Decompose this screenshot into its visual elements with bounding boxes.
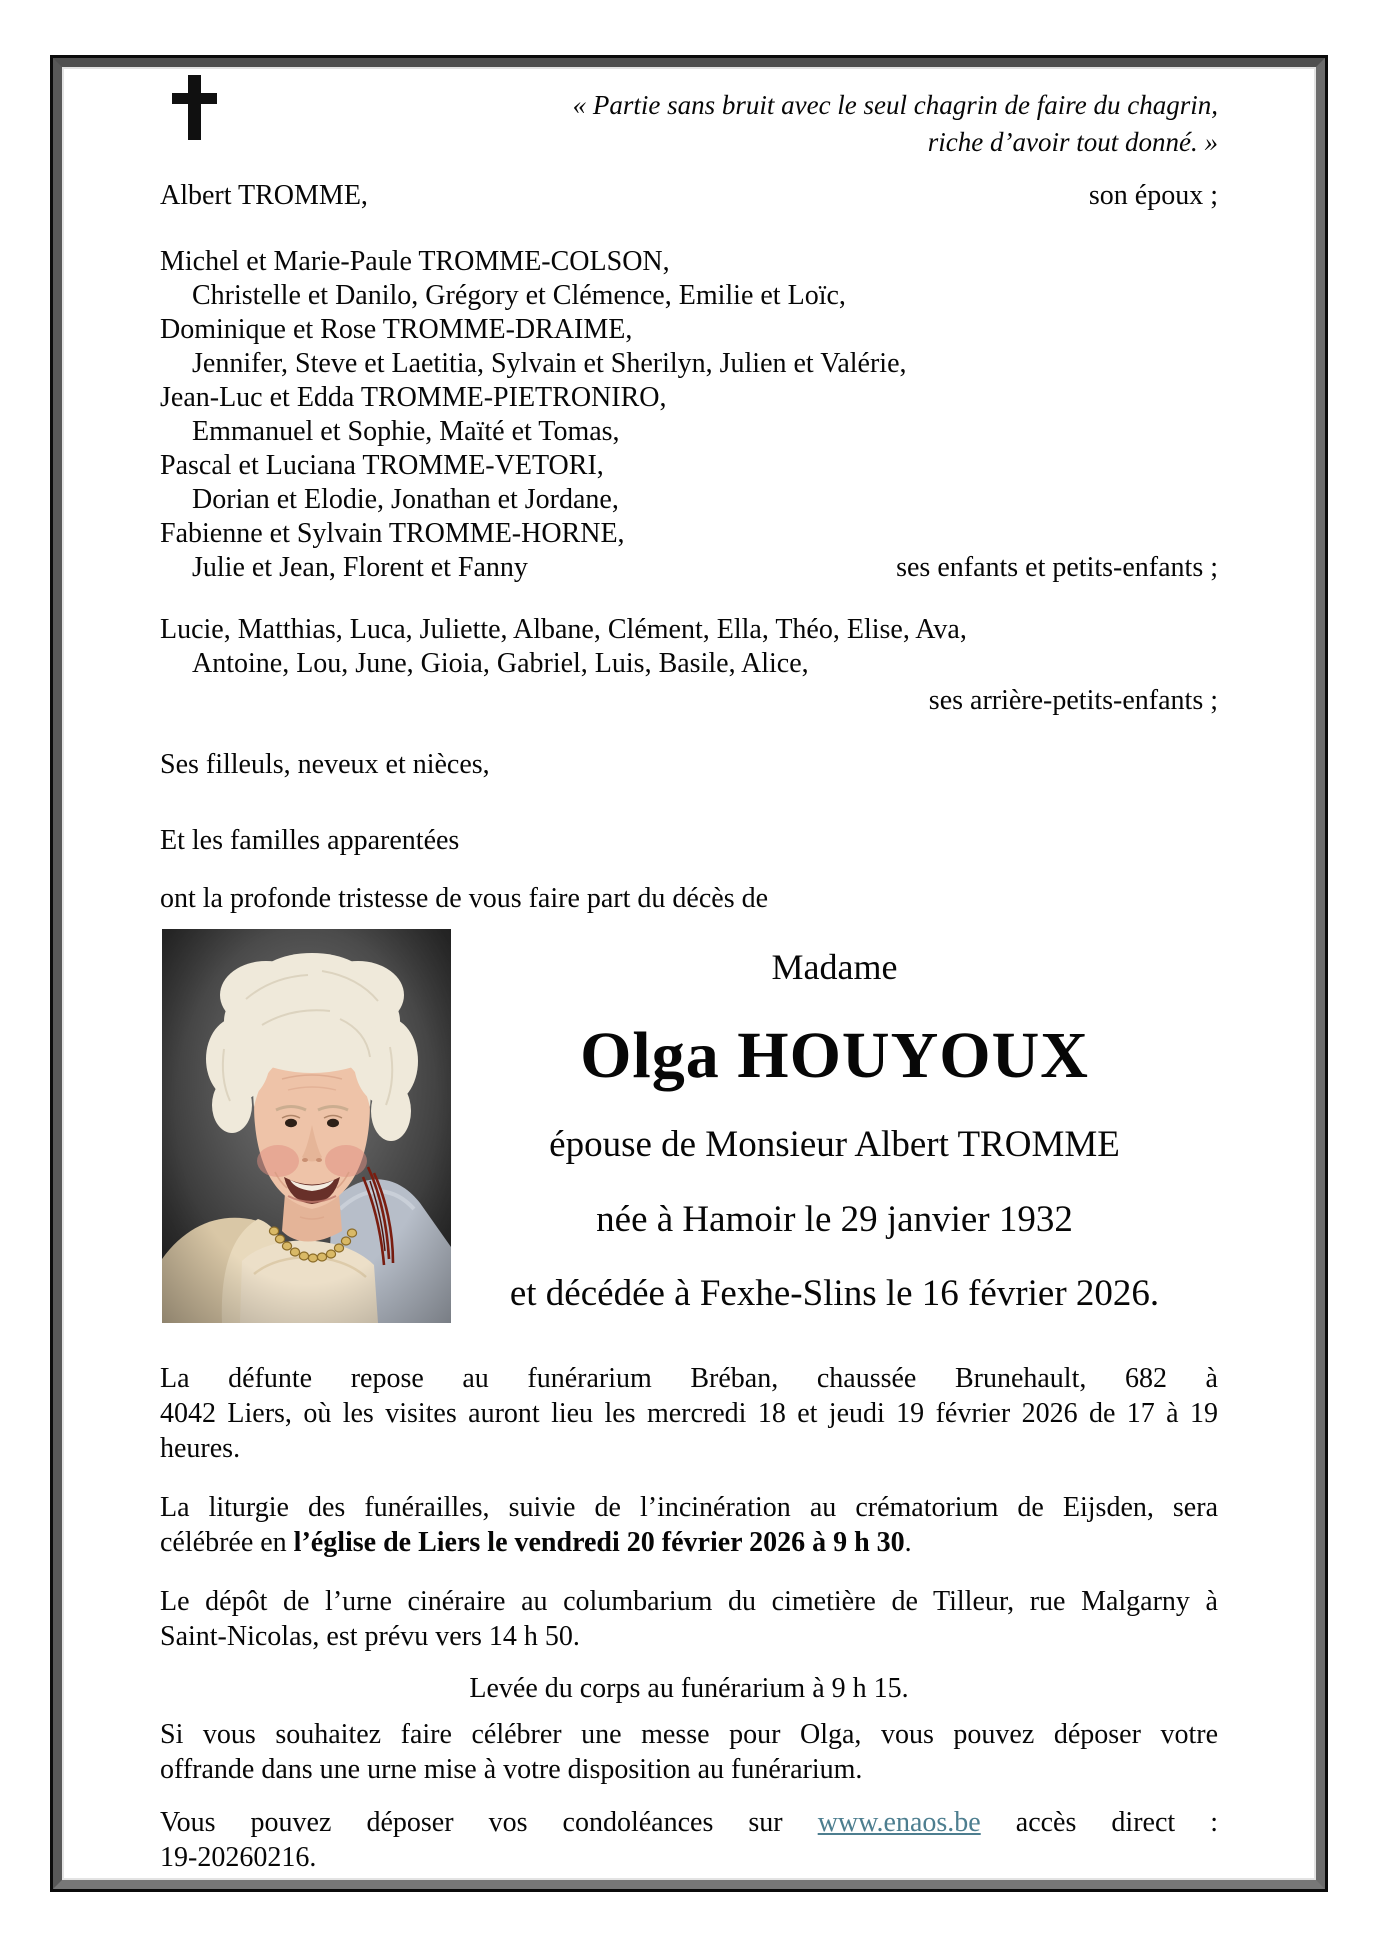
family-names: Antoine, Lou, June, Gioia, Gabriel, Luis, Basile, Alice, bbox=[192, 648, 809, 679]
paragraph-line bbox=[160, 1525, 1218, 1560]
paragraph-messe bbox=[160, 1717, 1218, 1787]
latin-cross-icon bbox=[172, 75, 217, 140]
deceased-details bbox=[451, 929, 1218, 1323]
paragraph-line bbox=[160, 1396, 1218, 1431]
paragraph-line bbox=[160, 1840, 1218, 1875]
family-names: Julie et Jean, Florent et Fanny bbox=[192, 552, 528, 583]
family-name-line bbox=[160, 647, 1218, 681]
paragraph-text: Levée du corps au funérarium à 9 h 15. bbox=[469, 1673, 909, 1704]
family-name-line bbox=[160, 313, 1218, 347]
deceased-photo bbox=[162, 929, 451, 1323]
paragraph-text: Si vous souhaitez faire célébrer une messe pour Olga, vous pouvez déposer votre bbox=[160, 1719, 1218, 1750]
deceased-death: et décédée à Fexhe-Slins le 16 février 2026. bbox=[509, 1273, 1160, 1314]
card-bevel-frame bbox=[53, 58, 1325, 1889]
family-names: Lucie, Matthias, Luca, Juliette, Albane, Clément, Ella, Théo, Elise, Ava, bbox=[160, 614, 967, 645]
paragraph-line bbox=[160, 1805, 1218, 1840]
family-name-line bbox=[160, 347, 1218, 381]
paragraph-text: offrande dans une urne mise à votre disposition au funérarium. bbox=[160, 1754, 863, 1785]
family-name-line bbox=[160, 613, 1218, 647]
card-header bbox=[160, 75, 1218, 161]
paragraph-line bbox=[160, 1671, 1218, 1706]
great-grandchildren-list bbox=[160, 613, 1218, 681]
relation-label: ses enfants et petits-enfants ; bbox=[896, 552, 1218, 583]
family-names: Pascal et Luciana TROMME-VETORI, bbox=[160, 450, 604, 481]
paragraph-line bbox=[160, 1619, 1218, 1654]
paragraph-line bbox=[160, 1361, 1218, 1396]
card-content bbox=[64, 69, 1314, 1878]
family-name-line bbox=[160, 483, 1218, 517]
paragraph-line bbox=[160, 1431, 1218, 1466]
paragraph-urn bbox=[160, 1584, 1218, 1654]
family-name-line bbox=[160, 449, 1218, 483]
godchildren-line: Ses filleuls, neveux et nièces, bbox=[160, 749, 490, 780]
paragraph-text: 4042 Liers, où les visites auront lieu les mercredi 18 et jeudi 19 février 2026 de 17 à 19 bbox=[160, 1398, 1218, 1429]
family-name-line bbox=[160, 551, 1218, 585]
paragraph-text: Saint-Nicolas, est prévu vers 14 h 50. bbox=[160, 1621, 580, 1652]
family-names: Christelle et Danilo, Grégory et Clémence, Emilie et Loïc, bbox=[192, 280, 846, 311]
family-names: Jean-Luc et Edda TROMME-PIETRONIRO, bbox=[160, 382, 667, 413]
paragraph-text: accès direct : bbox=[980, 1807, 1219, 1838]
paragraph-text: heures. bbox=[160, 1433, 241, 1464]
quote-line-2: riche d’avoir tout donné. » bbox=[927, 127, 1218, 157]
spouse-line bbox=[160, 179, 1218, 213]
children-grandchildren-list bbox=[160, 245, 1218, 585]
paragraph-text: La défunte repose au funérarium Bréban, chaussée Brunehault, 682 à bbox=[160, 1363, 1218, 1394]
spouse-relation-label: son époux ; bbox=[1088, 180, 1218, 211]
paragraph-line bbox=[160, 1490, 1218, 1525]
deceased-section bbox=[160, 929, 1218, 1323]
paragraph-condolences bbox=[160, 1805, 1218, 1875]
family-names: Emmanuel et Sophie, Maïté et Tomas, bbox=[192, 416, 620, 447]
deceased-title: Madame bbox=[771, 947, 898, 987]
announcement-line: ont la profonde tristesse de vous faire part du décès de bbox=[160, 883, 769, 914]
paragraph-text: . bbox=[904, 1527, 912, 1558]
family-name-line bbox=[160, 279, 1218, 313]
family-names: Dominique et Rose TROMME-DRAIME, bbox=[160, 314, 633, 345]
family-name-line bbox=[160, 415, 1218, 449]
family-names: Dorian et Elodie, Jonathan et Jordane, bbox=[192, 484, 619, 515]
family-name-line bbox=[160, 381, 1218, 415]
paragraph-text: 19-20260216. bbox=[160, 1842, 317, 1873]
paragraph-levee bbox=[160, 1671, 1218, 1706]
family-names: Fabienne et Sylvain TROMME-HORNE, bbox=[160, 518, 625, 549]
family-name-line bbox=[160, 517, 1218, 551]
family-names: Michel et Marie-Paule TROMME-COLSON, bbox=[160, 246, 670, 277]
great-grandchildren-label: ses arrière-petits-enfants ; bbox=[928, 685, 1218, 716]
family-names: Jennifer, Steve et Laetitia, Sylvain et Sherilyn, Julien et Valérie, bbox=[192, 348, 907, 379]
paragraph-line bbox=[160, 1717, 1218, 1752]
quote-line-1: « Partie sans bruit avec le seul chagrin de faire du chagrin, bbox=[572, 90, 1218, 120]
paragraph-repose bbox=[160, 1361, 1218, 1466]
paragraph-text: La liturgie des funérailles, suivie de l’incinération au crématorium de Eijsden, sera bbox=[160, 1492, 1218, 1523]
paragraph-line bbox=[160, 1584, 1218, 1619]
memorial-quote bbox=[573, 87, 1218, 161]
paragraph-liturgy bbox=[160, 1490, 1218, 1560]
paragraph-line bbox=[160, 1752, 1218, 1787]
deceased-birth: née à Hamoir le 29 janvier 1932 bbox=[596, 1198, 1073, 1240]
paragraph-text: Le dépôt de l’urne cinéraire au columbarium du cimetière de Tilleur, rue Malgarny à bbox=[160, 1586, 1218, 1617]
spouse-name: Albert TROMME, bbox=[160, 180, 368, 211]
ceremony-bold-text: l’église de Liers le vendredi 20 février 2026 à 9 h 30 bbox=[293, 1527, 905, 1558]
related-families-line: Et les familles apparentées bbox=[160, 825, 460, 856]
paragraph-text: célébrée en bbox=[160, 1527, 294, 1558]
enaos-link[interactable]: www.enaos.be bbox=[817, 1807, 981, 1838]
card-outer-frame bbox=[50, 55, 1328, 1892]
paragraph-text: Vous pouvez déposer vos condoléances sur bbox=[160, 1807, 818, 1838]
family-name-line bbox=[160, 245, 1218, 279]
card-inner-frame bbox=[62, 67, 1316, 1880]
deceased-spouse-of: épouse de Monsieur Albert TROMME bbox=[549, 1124, 1120, 1165]
deceased-name: Olga HOUYOUX bbox=[580, 1018, 1089, 1092]
